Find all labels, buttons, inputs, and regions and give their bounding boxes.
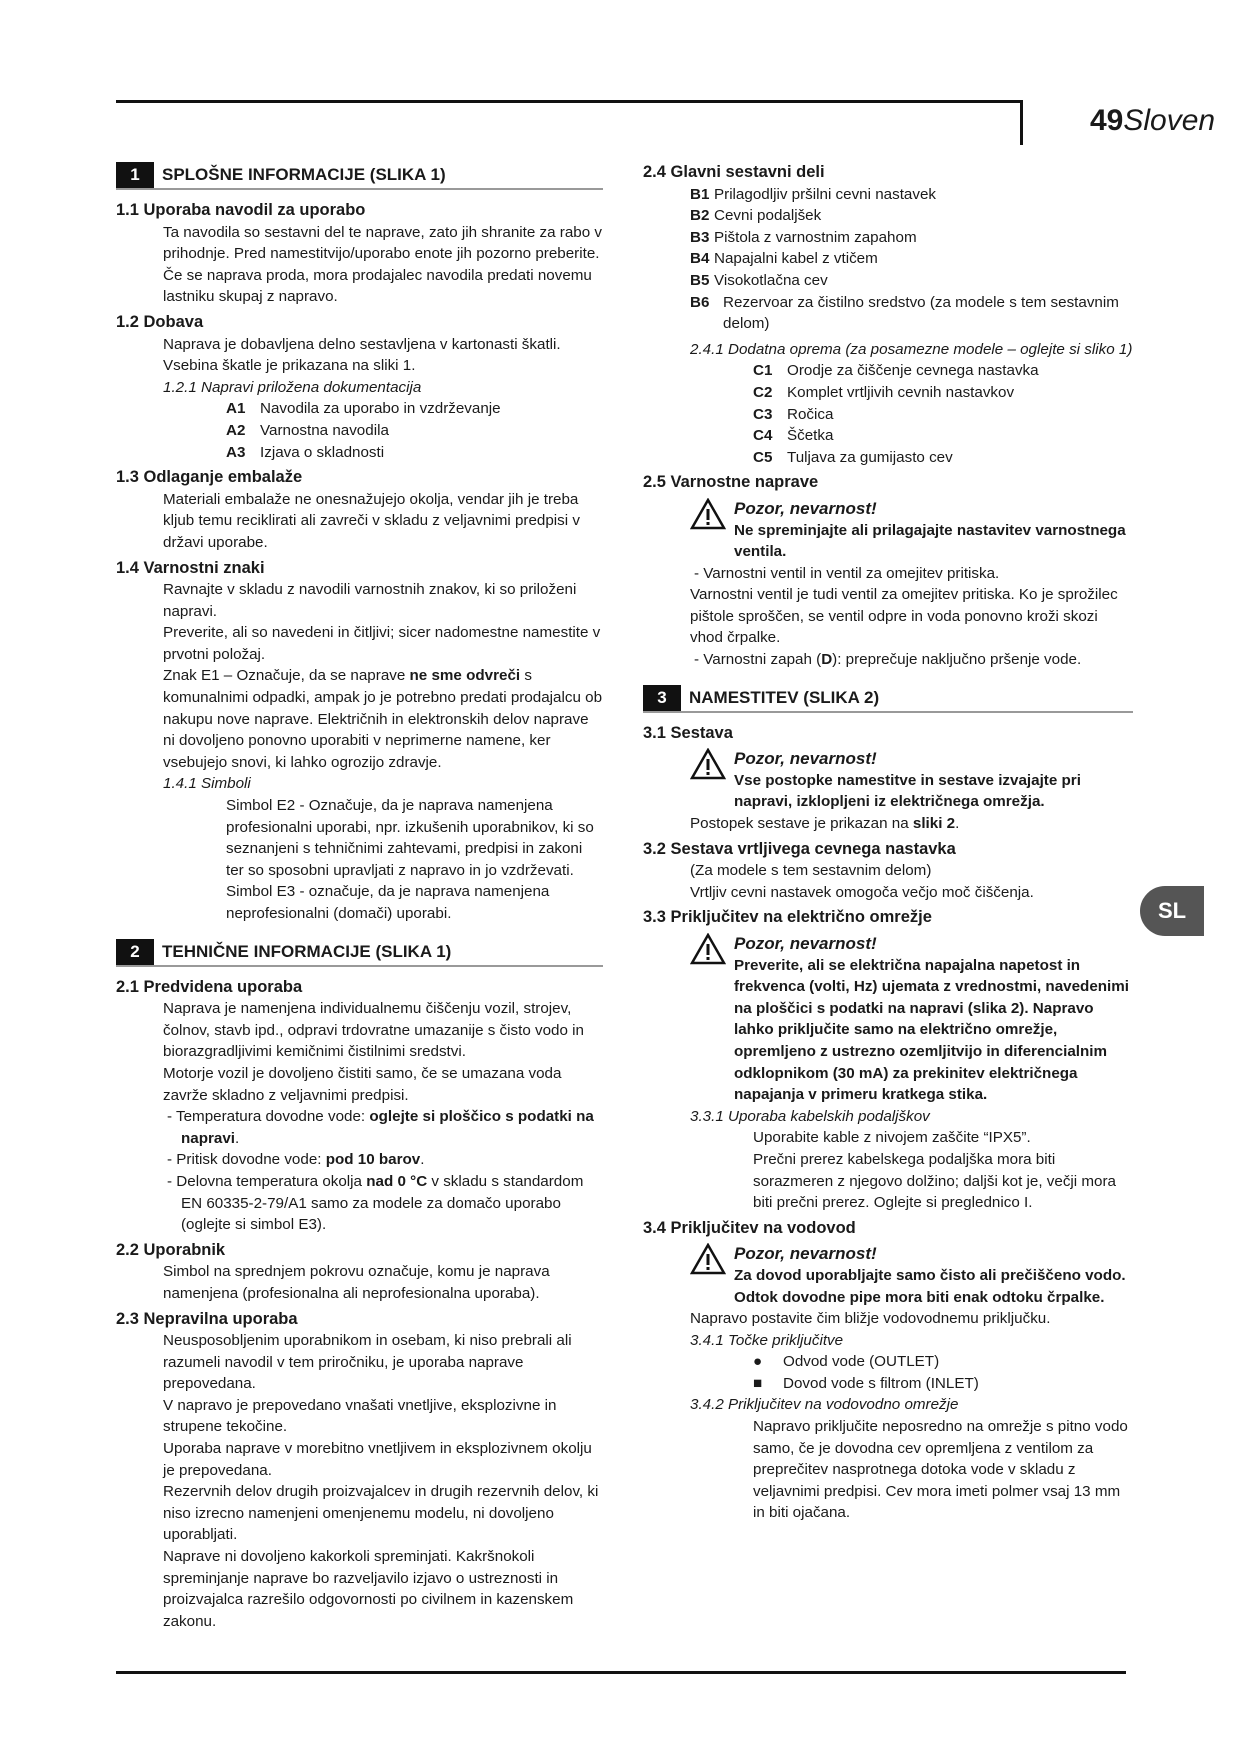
heading-3-3-1: 3.3.1 Uporaba kabelskih podaljškov [690,1107,930,1125]
section-header-1: 1 SPLOŠNE INFORMACIJE (SLIKA 1) [116,162,603,190]
list-item: C1 Orodje za čiščenje cevnega nastavka [753,362,1039,380]
paragraph: Materiali embalaže ne onesnažujejo okolja, vendar jih je treba kljub temu reciklirati ali zavreči v skladu z veljavnimi predpisi v državi uporabe. [163,490,580,551]
paragraph: Znak E1 – Označuje, da se naprave ne sme odvreči s komunalnimi odpadki, ampak jo je potrebno predati prodajalcu ob nakupu nove naprave. Električnih in elektronskih delov naprave ni dovoljeno ponovno uporabiti v neprimerne namene, ker vsebujejo snovi, ki lahko ogrozijo zdravje. [163,667,603,771]
heading-2-4: 2.4 Glavni sestavni deli [643,163,825,181]
list-item: B5 Visokotlačna cev [690,271,828,289]
list-item: C3 Ročica [753,405,834,423]
heading-1-2: 1.2 Dobava [116,312,204,331]
paragraph: Simbol E3 - označuje, da je naprava namenjena neprofesionalni (domači) uporabi. [226,883,550,922]
right-column [643,158,1133,1524]
list-item: - Pritisk dovodne vode: pod 10 barov. [167,1151,425,1169]
paragraph: Naprave ni dovoljeno kakorkoli spreminjati. Kakršnokoli spreminjanje naprave bo razveljavilo izjavo o ustreznosti in proizvajalca razrešilo odgovornosti po civilnem in kazenskem zakonu. [163,1548,574,1630]
list-item: - Temperatura dovodne vode: oglejte si ploščico s podatki na napravi. [167,1108,594,1147]
paragraph: Simbol E2 - Označuje, da je naprava namenjena profesionalni uporabi, npr. izkušenih uporabnikov, ki so seznanjeni s tehničnimi zahtevami, predpisi in zakoni ter so sposobni upravljati z napravo in jo vzdrževati. [226,797,594,879]
paragraph: Uporaba naprave v morebitno vnetljivem in eksplozivnem okolju je prepovedana. [163,1440,592,1479]
heading-1-2-1: 1.2.1 Napravi priložena dokumentacija [163,378,422,396]
header-rule [116,100,1022,103]
list-item: B3 Pištola z varnostnim zapahom [690,228,917,246]
paragraph: Uporabite kable z nivojem zaščite “IPX5”. [753,1129,1031,1147]
paragraph: Napravo postavite čim bližje vodovodnemu priključku. [690,1310,1051,1328]
heading-3-4-2: 3.4.2 Priključitev na vodovodno omrežje [690,1396,959,1414]
warning-box: Pozor, nevarnost! Ne spreminjajte ali prilagajajte nastavitev varnostnega ventila. [690,498,1133,563]
heading-1-3: 1.3 Odlaganje embalaže [116,468,303,487]
warning-box: Pozor, nevarnost! Vse postopke namestitve in sestave izvajajte pri napravi, izklopljeni iz električnega omrežja. [690,748,1133,813]
list-item: - Varnostni ventil in ventil za omejitev pritiska. [694,564,1000,582]
list-item: ■ Dovod vode s filtrom (INLET) [753,1373,1133,1395]
paragraph: Varnostni ventil je tudi ventil za omejitev pritiska. Ko je sprožilec pištole sproščen, se ventil odpre in voda ponovno kroži skozi vhod črpalke. [690,586,1118,647]
heading-2-4-1: 2.4.1 Dodatna oprema (za posamezne modele – oglejte si sliko 1) [690,340,1133,358]
list-item: A2 Varnostna navodila [226,421,389,439]
bullet-square-icon: ■ [753,1374,763,1392]
heading-3-2: 3.2 Sestava vrtljivega cevnega nastavka [643,839,956,858]
paragraph: Ta navodila so sestavni del te naprave, zato jih shranite za rabo v prihodnje. Pred namestitvijo/uporabo enote jih pozorno preberite. Če se naprava proda, mora prodajalec navodila predati novemu lastniku skupaj z napravo. [163,223,603,306]
list-item: C5 Tuljava za gumijasto cev [753,448,953,466]
paragraph: Naprava je namenjena individualnemu čiščenju vozil, strojev, čolnov, stavb ipd., odpravi trdovratne umazanije s čisto vodo in biorazgradljivimi kemičnimi čistilnimi sredstvi. [163,1000,584,1061]
section-header-3: 3 NAMESTITEV (SLIKA 2) [643,685,1133,713]
list-item: B1 Prilagodljiv pršilni cevni nastavek [690,185,937,203]
heading-3-4: 3.4 Priključitev na vodovod [643,1218,856,1237]
list-item: - Varnostni zapah (D): preprečuje naključno pršenje vode. [694,651,1082,669]
warning-triangle-icon [690,933,726,965]
footer-rule [116,1671,1126,1674]
heading-1-4: 1.4 Varnostni znaki [116,558,265,577]
heading-1-4-1: 1.4.1 Simboli [163,775,251,793]
paragraph: Napravo priključite neposredno na omrežje s pitno vodo samo, če je dovodna cev opremljena z ventilom za preprečitev nasprotnega dotoka vode v skladu z veljavnimi predpisi. Cev mora imeti polmer vsaj 13 mm in biti ojačana. [753,1418,1128,1522]
warning-box: Pozor, nevarnost! Preverite, ali se električna napajalna napetost in frekvenca (volti, Hz) ujemata z vrednostmi, navedenimi na ploščici s podatki na napravi (slika 2). Napravo lahko priključite samo na električno omrežje, opremljeno z ustrezno ozemljitvijo in diferencialnim odklopnikom (30 mA) za prekinitev električnega napajanja v primeru kratkega stika. [690,933,1133,1106]
list-item: ● Odvod vode (OUTLET) [753,1351,1133,1373]
section-header-2: 2 TEHNIČNE INFORMACIJE (SLIKA 1) [116,939,603,967]
paragraph: Simbol na sprednjem pokrovu označuje, komu je naprava namenjena (profesionalna ali neprofesionalna uporaba). [163,1263,550,1302]
paragraph: Ravnajte v skladu z navodili varnostnih znakov, ki so priloženi napravi. [163,581,577,620]
list-item: B4 Napajalni kabel z vtičem [690,250,878,268]
page-number: 49Sloven [1090,104,1216,137]
heading-1-1: 1.1 Uporaba navodil za uporabo [116,201,366,219]
paragraph: Prečni prerez kabelskega podaljška mora biti sorazmeren z njegovo dolžino; daljši kot je, večji mora biti prečni prerez. Oglejte si preglednico I. [753,1150,1116,1212]
list-item: - Delovna temperatura okolja nad 0 °C v skladu s standardom EN 60335-2-79/A1 samo za modele za domačo uporabo (oglejte si simbol E3). [167,1172,584,1234]
heading-3-1: 3.1 Sestava [643,723,733,742]
heading-3-4-1: 3.4.1 Točke priključitve [690,1331,844,1349]
paragraph: Rezervnih delov drugih proizvajalcev in drugih rezervnih delov, ki niso izrecno namenjeni omenjenemu modelu, ni dovoljeno uporabljati. [163,1483,599,1544]
warning-triangle-icon [690,498,726,530]
paragraph: Postopek sestave je prikazan na sliki 2. [690,815,960,833]
heading-2-5: 2.5 Varnostne naprave [643,473,819,492]
header-rule-vertical [1020,100,1023,145]
paragraph: Naprava je dobavljena delno sestavljena v kartonasti škatli. [163,335,561,353]
paragraph: Motorje vozil je dovoljeno čistiti samo, če se umazana voda zavrže skladno z veljavnimi predpisi. [163,1064,562,1104]
paragraph: Vsebina škatle je prikazana na sliki 1. [163,357,416,375]
heading-2-1: 2.1 Predvidena uporaba [116,977,303,996]
list-item: C2 Komplet vrtljivih cevnih nastavkov [753,383,1015,401]
paragraph: Neusposobljenim uporabnikom in osebam, ki niso prebrali ali razumeli navodil v tem priročniku, je uporaba naprave prepovedana. [163,1332,572,1393]
paragraph: (Za modele s tem sestavnim delom) [690,862,932,880]
list-item: C4 Ščetka [753,427,834,445]
paragraph: Preverite, ali so navedeni in čitljivi; sicer nadomestne namestite v prvotni položaj. [163,624,601,663]
heading-2-2: 2.2 Uporabnik [116,1240,226,1259]
bullet-circle-icon: ● [753,1353,763,1371]
paragraph: V napravo je prepovedano vnašati vnetljive, eksplozivne in strupene tekočine. [163,1396,557,1436]
list-item: A3 Izjava o skladnosti [226,443,385,461]
language-tab: SL [1140,886,1204,936]
list-item: B6 Rezervoar za čistilno sredstvo (za modele s tem sestavnim delom) [690,293,1119,333]
heading-2-3: 2.3 Nepravilna uporaba [116,1309,298,1328]
warning-box: Pozor, nevarnost! Za dovod uporabljajte samo čisto ali prečiščeno vodo. Odtok dovodne pipe mora biti enak odtoku črpalke. [690,1243,1133,1308]
warning-triangle-icon [690,1243,726,1275]
heading-3-3: 3.3 Priključitev na električno omrežje [643,908,932,927]
paragraph: Vrtljiv cevni nastavek omogoča večjo moč čiščenja. [690,883,1034,901]
list-item: B2 Cevni podaljšek [690,207,822,225]
left-column [116,158,603,1632]
warning-triangle-icon [690,748,726,780]
list-item: A1 Navodila za uporabo in vzdrževanje [226,400,501,418]
